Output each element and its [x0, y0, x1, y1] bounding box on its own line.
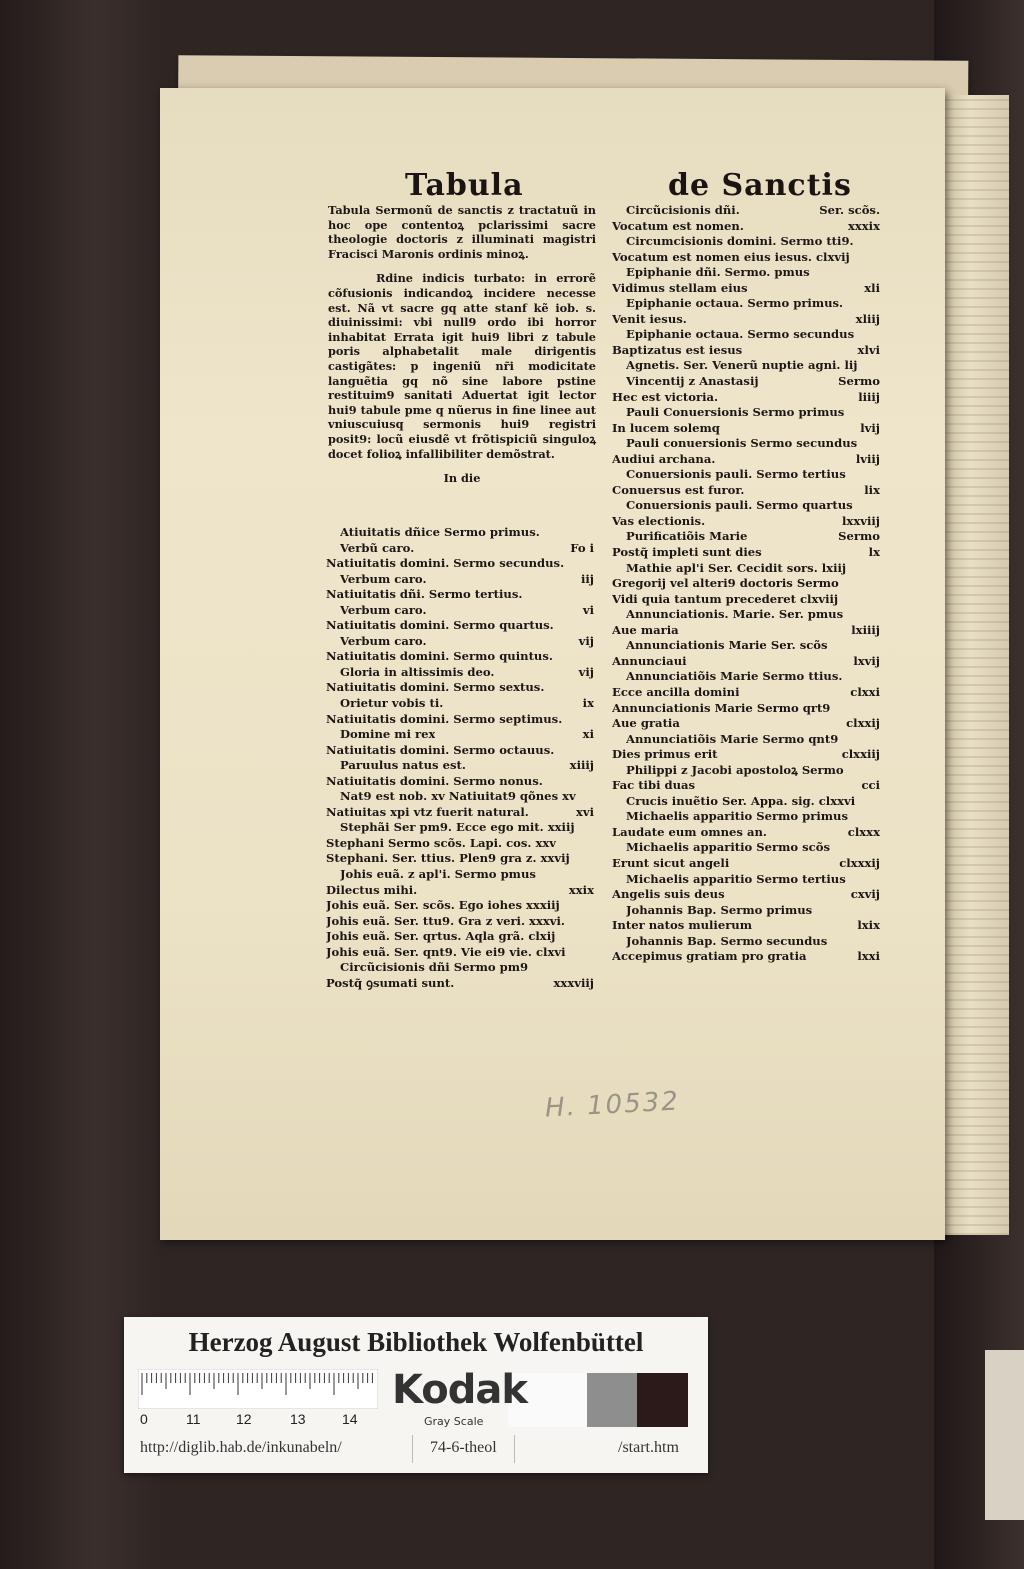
entry-title: Circũcisionis dñi Sermo pm9	[340, 960, 529, 975]
entry-folio	[874, 234, 880, 250]
entry-folio	[874, 592, 880, 608]
entry-folio	[874, 809, 880, 825]
entry-folio	[874, 327, 880, 343]
kodak-logo: Kodak	[392, 1367, 527, 1413]
entry-title: Epiphanie dñi. Sermo. pmus	[626, 265, 810, 280]
entry-folio: lxxi	[857, 949, 880, 964]
entry-title: Conuersionis pauli. Sermo quartus	[626, 498, 853, 513]
index-entry	[612, 934, 880, 950]
intro-body: Rdine indicis turbato: in errorẽ cõfusionis indicandoꝝ incidere necesse est. Nã vt sacre gq atte stanf kẽ iob. s. diuinissimi: vbi null9 ordo ibi horror inhabitat Errata igit hui9 libri z tabule poris alphabetalit male dirigentis castigãtes: p ingeniũ nr̃i modicitate languẽtia gq nõ sine labore pstine restituim9 sanitati Aduertat igit lector hui9 tabule pme q nũerus in fine linee aut vniuscuiusq sermonis hui9 registri posit9: locũ eiusdẽ vt frõtispiciũ singuloꝝ docet folioꝝ infallibiliter demõstrat.	[328, 271, 596, 461]
entry-folio: clxxx	[847, 824, 880, 839]
index-entry	[326, 603, 594, 619]
entry-title: Gloria in altissimis deo.	[340, 664, 495, 679]
entry-title: Vocatum est nomen eius iesus. clxvij	[612, 249, 850, 264]
entry-folio: xliij	[855, 311, 880, 326]
entry-title: Verbum caro.	[340, 571, 427, 586]
entry-title: Mathie apl'i Ser. Cecidit sors. lxiij	[626, 560, 847, 575]
entry-title: Orietur vobis ti.	[340, 696, 444, 711]
entry-folio: xiiij	[569, 758, 594, 773]
entry-folio	[588, 556, 594, 572]
entry-folio	[874, 934, 880, 950]
entry-folio: vi	[582, 602, 594, 617]
index-entry	[612, 903, 880, 919]
entry-folio	[874, 436, 880, 452]
entry-title: Purificatiõis Marie	[626, 529, 748, 544]
index-entry	[612, 887, 880, 903]
index-entry	[612, 654, 880, 670]
entry-folio	[588, 929, 594, 945]
entry-title: Pauli Conuersionis Sermo primus	[626, 405, 845, 420]
entry-folio	[874, 498, 880, 514]
entry-title: Annunciatiõis Marie Sermo ttius.	[626, 669, 843, 684]
entry-folio: lx	[868, 545, 880, 560]
index-entry	[326, 680, 594, 696]
entry-folio: lviij	[855, 451, 880, 466]
library-reference-card	[124, 1317, 708, 1473]
entry-title: Verbum caro.	[340, 633, 427, 648]
index-entry	[612, 405, 880, 421]
entry-title: Johis euã. Ser. scõs. Ego iohes xxxiij	[326, 898, 560, 913]
index-entry	[326, 649, 594, 665]
gray-scale-label: Gray Scale	[424, 1415, 484, 1428]
entry-folio	[874, 840, 880, 856]
entry-folio: clxxi	[850, 684, 880, 699]
entry-title: Laudate eum omnes an.	[612, 824, 767, 839]
index-entry	[612, 234, 880, 250]
entry-title: Natiuitas xpi vtz fuerit natural.	[326, 804, 529, 819]
divider	[412, 1435, 413, 1463]
entry-folio	[874, 576, 880, 592]
entry-folio: liiij	[858, 389, 880, 404]
entry-title: In lucem solemq	[612, 420, 720, 435]
entry-folio	[588, 820, 594, 836]
entry-folio	[588, 774, 594, 790]
entry-folio: Ser. scõs.	[819, 203, 880, 217]
index-entry	[326, 976, 594, 992]
index-entry	[612, 763, 880, 779]
entry-title: Audiui archana.	[612, 451, 716, 466]
index-entry	[612, 436, 880, 452]
index-entry	[612, 794, 880, 810]
entry-title: Johis euã. Ser. qrtus. Aqla grã. clxij	[326, 929, 556, 944]
index-entry	[326, 587, 594, 603]
entry-title: Circumcisionis domini. Sermo tti9.	[626, 234, 854, 249]
entry-title: Annunciationis Marie Ser. scõs	[626, 638, 828, 653]
entry-title: Aue maria	[612, 622, 679, 637]
entry-folio: lix	[864, 482, 880, 497]
entry-title: Johis euã. z apl'i. Sermo pmus	[340, 867, 536, 882]
entry-title: Michaelis apparitio Sermo primus	[626, 809, 849, 824]
entry-title: Aue gratia	[612, 716, 680, 731]
entry-folio: lxix	[857, 918, 880, 933]
entry-folio	[588, 712, 594, 728]
entry-title: Venit iesus.	[612, 311, 687, 326]
entry-folio	[874, 669, 880, 685]
entry-folio: lxvij	[853, 653, 880, 668]
entry-title: Annunciatiõis Marie Sermo qnt9	[626, 731, 839, 746]
index-entry	[326, 960, 594, 976]
entry-folio	[588, 851, 594, 867]
index-column-right	[612, 203, 880, 965]
entry-title: Verbũ caro.	[340, 540, 415, 555]
index-entry	[326, 572, 594, 588]
heading-tabula: Tabula	[405, 168, 524, 203]
entry-title: Annunciationis. Marie. Ser. pmus	[626, 607, 844, 622]
entry-folio: xxix	[568, 882, 594, 897]
entry-title: Atiuitatis dñice Sermo primus.	[340, 525, 540, 539]
entry-title: Johannis Bap. Sermo secundus	[626, 933, 828, 948]
entry-title: Paruulus natus est.	[340, 758, 466, 773]
index-entry	[612, 825, 880, 841]
index-entry	[612, 421, 880, 437]
entry-folio: Sermo	[838, 374, 880, 389]
entry-folio: lvij	[860, 420, 880, 435]
entry-folio	[874, 903, 880, 919]
index-entry	[612, 250, 880, 266]
entry-folio	[874, 467, 880, 483]
entry-folio: xvi	[575, 804, 594, 819]
index-entry	[612, 545, 880, 561]
entry-title: Postq̃ impleti sunt dies	[612, 545, 762, 560]
index-entry	[612, 856, 880, 872]
index-entry	[612, 592, 880, 608]
index-entry	[612, 327, 880, 343]
entry-title: Circũcisionis dñi.	[626, 203, 740, 217]
index-entry	[326, 883, 594, 899]
index-entry	[326, 758, 594, 774]
ruler-number: 13	[290, 1411, 306, 1427]
entry-folio	[588, 618, 594, 634]
entry-title: Philippi z Jacobi apostoloꝝ Sermo	[626, 762, 844, 777]
entry-folio	[874, 701, 880, 717]
index-entry	[326, 820, 594, 836]
page-edge-stack	[945, 95, 1009, 1235]
entry-title: Dilectus mihi.	[326, 882, 418, 897]
entry-folio: cxvij	[850, 887, 880, 902]
entry-title: Natiuitatis domini. Sermo nonus.	[326, 773, 543, 788]
entry-title: Natiuitatis domini. Sermo sextus.	[326, 680, 545, 695]
entry-title: Vidi quia tantum precederet clxviij	[612, 591, 839, 606]
heading-de-sanctis: de Sanctis	[668, 168, 852, 203]
ruler-number: 0	[140, 1411, 148, 1427]
index-column-left	[326, 525, 594, 991]
entry-title: Michaelis apparitio Sermo scõs	[626, 840, 831, 855]
entry-folio: clxxxij	[839, 855, 880, 870]
index-entry	[326, 743, 594, 759]
entry-folio	[874, 763, 880, 779]
index-entry	[612, 685, 880, 701]
entry-folio: xlvi	[857, 342, 880, 357]
entry-title: Epiphanie octaua. Sermo secundus	[626, 327, 855, 342]
entry-title: Ecce ancilla domini	[612, 684, 740, 699]
index-entry	[326, 836, 594, 852]
index-entry	[612, 809, 880, 825]
entry-folio	[874, 794, 880, 810]
index-entry	[326, 851, 594, 867]
entry-title: Annunciationis Marie Sermo qrt9	[612, 700, 831, 715]
entry-folio	[588, 836, 594, 852]
library-name: Herzog August Bibliothek Wolfenbüttel	[188, 1327, 644, 1357]
index-entry	[612, 576, 880, 592]
entry-title: Agnetis. Ser. Venerũ nuptie agni. lij	[626, 358, 858, 373]
entry-folio	[588, 945, 594, 961]
intro-text	[328, 203, 596, 496]
entry-folio: iij	[580, 571, 594, 586]
ruler-scale	[138, 1369, 378, 1409]
in-die-label: In die	[443, 471, 481, 486]
entry-folio	[874, 607, 880, 623]
url-left: http://diglib.hab.de/inkunabeln/	[140, 1439, 342, 1456]
index-entry	[612, 638, 880, 654]
entry-folio: cci	[861, 778, 880, 793]
index-entry	[612, 203, 880, 219]
index-entry	[612, 390, 880, 406]
entry-title: Stephani. Ser. ttius. Plen9 gra z. xxvij	[326, 851, 570, 866]
entry-title: Natiuitatis dñi. Sermo tertius.	[326, 587, 523, 602]
entry-title: Natiuitatis domini. Sermo quintus.	[326, 649, 553, 664]
index-entry	[612, 358, 880, 374]
entry-folio	[588, 649, 594, 665]
entry-folio	[588, 867, 594, 883]
entry-folio	[588, 743, 594, 759]
entry-title: Vas electionis.	[612, 513, 706, 528]
entry-folio	[588, 898, 594, 914]
entry-folio	[588, 789, 594, 805]
entry-folio	[874, 250, 880, 266]
gray-swatch-dark	[637, 1373, 688, 1427]
index-entry	[326, 525, 594, 541]
entry-folio: clxxiij	[841, 747, 880, 762]
index-entry	[326, 665, 594, 681]
index-entry	[326, 541, 594, 557]
entry-folio: xxxix	[847, 218, 880, 233]
entry-folio	[874, 872, 880, 888]
entry-title: Natiuitatis domini. Sermo secundus.	[326, 556, 565, 571]
index-entry	[612, 296, 880, 312]
entry-folio	[874, 561, 880, 577]
entry-folio	[874, 732, 880, 748]
entry-title: Erunt sicut angeli	[612, 855, 730, 870]
index-entry	[612, 669, 880, 685]
index-entry	[326, 634, 594, 650]
index-entry	[612, 623, 880, 639]
index-entry	[612, 840, 880, 856]
index-entry	[612, 483, 880, 499]
entry-title: Hec est victoria.	[612, 389, 719, 404]
entry-folio	[588, 680, 594, 696]
index-entry	[612, 778, 880, 794]
entry-title: Gregorij vel alteri9 doctoris Sermo	[612, 576, 839, 591]
entry-title: Domine mi rex	[340, 727, 436, 742]
entry-folio: lxxviij	[842, 513, 880, 528]
entry-title: Crucis inuẽtio Ser. Appa. sig. clxxvi	[626, 793, 856, 808]
index-entry	[612, 281, 880, 297]
index-entry	[326, 945, 594, 961]
entry-folio	[874, 265, 880, 281]
entry-title: Natiuitatis domini. Sermo septimus.	[326, 711, 563, 726]
index-entry	[612, 219, 880, 235]
intro-paragraph: Tabula Sermonũ de sanctis z tractatuũ in hoc ope contentoꝝ pclarissimi sacre theologie doctoris z illuminati magistri Fracisci Maronis ordinis minoꝝ.	[328, 203, 596, 261]
entry-title: Vincentij z Anastasij	[626, 374, 759, 389]
entry-folio: Fo i	[570, 540, 594, 555]
url-right: /start.htm	[618, 1439, 679, 1456]
entry-title: Stephãi Ser pm9. Ecce ego mit. xxiij	[340, 820, 575, 835]
index-entry	[612, 467, 880, 483]
index-entry	[326, 774, 594, 790]
index-entry	[612, 747, 880, 763]
index-entry	[612, 918, 880, 934]
entry-title: Dies primus erit	[612, 747, 718, 762]
index-entry	[326, 805, 594, 821]
entry-title: Vocatum est nomen.	[612, 218, 744, 233]
entry-title: Vidimus stellam eius	[612, 280, 748, 295]
entry-title: Johannis Bap. Sermo primus	[626, 902, 813, 917]
entry-folio: vij	[578, 664, 594, 679]
divider	[514, 1435, 515, 1463]
index-entry	[326, 789, 594, 805]
index-entry	[612, 716, 880, 732]
entry-title: Natiuitatis domini. Sermo quartus.	[326, 618, 554, 633]
index-entry	[612, 607, 880, 623]
entry-folio	[874, 358, 880, 374]
entry-title: Stephani Sermo scõs. Lapi. cos. xxv	[326, 835, 557, 850]
entry-title: Accepimus gratiam pro gratia	[612, 949, 807, 964]
entry-folio: ix	[582, 696, 594, 711]
entry-title: Postq̃ ꝯsumati sunt.	[326, 975, 455, 990]
ruler-number: 12	[236, 1411, 252, 1427]
entry-folio: Sermo	[838, 529, 880, 544]
index-entry	[612, 514, 880, 530]
ruler-number: 11	[186, 1411, 201, 1427]
entry-title: Epiphanie octaua. Sermo primus.	[626, 296, 844, 311]
entry-title: Natiuitatis domini. Sermo octauus.	[326, 742, 555, 757]
adjacent-card-edge	[985, 1350, 1024, 1520]
index-entry	[612, 343, 880, 359]
entry-title: Johis euã. Ser. qnt9. Vie ei9 vie. clxvi	[326, 944, 566, 959]
entry-folio: xxxviij	[553, 975, 594, 990]
entry-title: Nat9 est nob. xv Natiuitat9 qõnes xv	[340, 789, 576, 804]
entry-folio: clxxij	[846, 716, 880, 731]
entry-title: Fac tibi duas	[612, 778, 696, 793]
entry-title: Pauli conuersionis Sermo secundus	[626, 436, 858, 451]
entry-folio	[588, 960, 594, 976]
entry-folio	[588, 587, 594, 603]
entry-folio	[588, 525, 594, 541]
entry-folio: xi	[582, 727, 594, 742]
index-entry	[612, 872, 880, 888]
entry-title: Michaelis apparitio Sermo tertius	[626, 871, 846, 886]
entry-folio	[588, 914, 594, 930]
entry-folio	[874, 405, 880, 421]
index-entry	[612, 312, 880, 328]
ruler-number: 14	[342, 1411, 358, 1427]
index-entry	[326, 712, 594, 728]
index-entry	[612, 529, 880, 545]
entry-title: Inter natos mulierum	[612, 918, 753, 933]
entry-folio	[874, 296, 880, 312]
entry-title: Johis euã. Ser. ttu9. Gra z veri. xxxvi.	[326, 913, 565, 928]
entry-title: Baptizatus est iesus	[612, 342, 743, 357]
entry-folio: lxiiij	[851, 622, 880, 637]
index-entry	[612, 452, 880, 468]
index-entry	[326, 556, 594, 572]
index-entry	[326, 618, 594, 634]
entry-folio	[874, 638, 880, 654]
index-entry	[612, 732, 880, 748]
index-entry	[326, 867, 594, 883]
index-entry	[612, 265, 880, 281]
index-entry	[612, 561, 880, 577]
entry-title: Angelis suis deus	[612, 887, 725, 902]
index-entry	[326, 929, 594, 945]
index-entry	[612, 701, 880, 717]
entry-title: Conuersionis pauli. Sermo tertius	[626, 467, 846, 482]
entry-folio: vij	[578, 633, 594, 648]
index-entry	[326, 696, 594, 712]
index-entry	[612, 498, 880, 514]
entry-title: Annunciaui	[612, 653, 687, 668]
index-entry	[326, 914, 594, 930]
entry-folio: xli	[864, 280, 880, 295]
card-id: 74-6-theol	[430, 1439, 497, 1456]
index-entry	[612, 374, 880, 390]
index-entry	[326, 898, 594, 914]
shelfmark: H. 10532	[544, 1086, 681, 1124]
entry-title: Verbum caro.	[340, 602, 427, 617]
index-entry	[612, 949, 880, 965]
index-entry	[326, 727, 594, 743]
gray-swatch-mid	[587, 1373, 637, 1427]
entry-title: Conuersus est furor.	[612, 482, 745, 497]
